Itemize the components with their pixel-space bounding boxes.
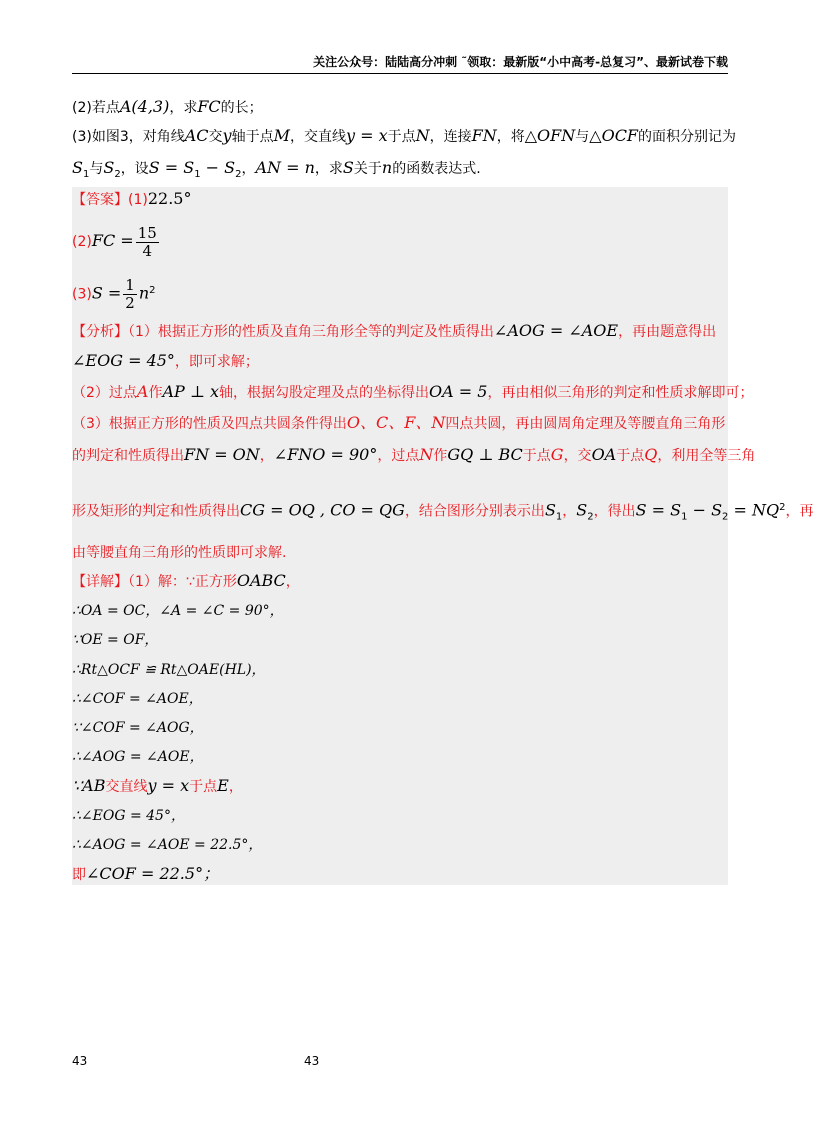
analysis-p3-l3-eq: CG = OQ , CO = QG	[240, 500, 405, 520]
analysis-p3-l3-eq2: S = S	[635, 500, 682, 520]
analysis-p3-l2-Q: Q	[644, 445, 658, 464]
q3-text-i: 的面积分别记为	[638, 129, 737, 145]
q2-point: A(4,3)	[119, 97, 170, 116]
answer-3-num: 1	[125, 276, 135, 295]
q3-l2-c: ，	[241, 161, 256, 177]
question-2	[72, 96, 263, 119]
answer-1-prefix: (1)	[128, 192, 148, 208]
detail-line-1: ∴OA = OC，∠A = ∠C = 90°，	[72, 603, 284, 619]
q3-text-h: 与	[575, 129, 590, 145]
q3-ac: AC	[184, 126, 209, 145]
analysis-p2-b: 作	[148, 385, 163, 401]
analysis-p3-a: （3）根据正方形的性质及四点共圆条件得出	[72, 416, 347, 432]
answer-3-rhs: n	[138, 283, 150, 303]
analysis-p1-l2-eq: ∠EOG = 45°	[72, 351, 175, 370]
q3-text-a: (3)如图3，对角线	[72, 129, 185, 145]
footer-page-center: 43	[304, 1054, 320, 1068]
analysis-p3-l3-s1: S	[544, 500, 556, 520]
q3-text-e: 于点	[387, 129, 416, 145]
answer-3-exp: 2	[149, 285, 156, 296]
answer-1-value: 22.5°	[147, 189, 192, 208]
analysis-p3-l2-eq2: ∠FNO = 90°	[273, 445, 378, 464]
q3-m: M	[273, 126, 290, 145]
analysis-p3-l2-eq1: FN = ON	[184, 445, 260, 464]
q3-text-f: ，连接	[429, 129, 472, 145]
analysis-p1-eq: ∠AOG = ∠AOE	[493, 321, 619, 340]
analysis-p3-b: 四点共圆，再由圆周角定理及等腰直角三角形	[445, 416, 726, 432]
analysis-p2-A: A	[136, 382, 149, 401]
answer-3-fraction	[123, 277, 137, 312]
detail-line-2: ∵OE = OF，	[72, 632, 159, 648]
answer-2-lhs: FC =	[91, 231, 134, 250]
q3-l2-eq: S = S	[148, 158, 195, 177]
detail-d7-a: ∵AB	[72, 776, 106, 795]
analysis-p3-l3-m: − S	[687, 500, 723, 520]
q3-l2-minus: − S	[200, 158, 236, 177]
q3-y: y	[222, 126, 232, 145]
answer-2-den: 4	[142, 241, 152, 260]
page-header: 关注公众号：陆陆高分冲刺 ˜领取：最新版“小中高考-总复习”、最新试卷下载	[313, 55, 728, 69]
q3-l2-a: 与	[89, 161, 104, 177]
analysis-p3-l2-f: ，交	[563, 448, 592, 464]
detail-line-8: ∴∠EOG = 45°，	[72, 808, 185, 824]
question-3-line-1	[72, 125, 736, 148]
analysis-p3-l2-h: ，利用全等三角	[657, 448, 756, 464]
analysis-p3-line1	[72, 412, 725, 435]
analysis-p3-l2-c: ，过点	[377, 448, 420, 464]
q3-l2-d: ，求	[314, 161, 343, 177]
analysis-p3-l3-e: ，再	[785, 503, 814, 520]
detail-d7-e: E	[217, 776, 229, 795]
analysis-p3-l2-d: 作	[433, 448, 448, 464]
answer-2	[72, 222, 161, 261]
detail-d10-a: 即	[72, 867, 86, 883]
q3-l2-e: 关于	[353, 161, 382, 177]
analysis-p2-perp: AP ⊥ x	[162, 382, 220, 401]
analysis-p3-l3-a: 形及矩形的判定和性质得出	[72, 503, 240, 520]
q2-mid: ，求	[169, 100, 198, 116]
analysis-p2-c: 轴，根据勾股定理及点的坐标得出	[219, 385, 430, 401]
q2-suffix: 的长；	[220, 100, 263, 116]
answer-3-den: 2	[125, 294, 135, 313]
analysis-p3-l3-d: ，得出	[593, 503, 636, 520]
answer-label: 【答案】	[72, 192, 128, 208]
analysis-p1-line2	[72, 350, 259, 373]
detail-line-9: ∴∠AOG = ∠AOE = 22.5°，	[72, 837, 263, 853]
detail-line-10	[72, 863, 219, 886]
answer-2-num: 15	[137, 223, 157, 242]
analysis-p3-line3: 形及矩形的判定和性质得出CG = OQ , CO = QG，结合图形分别表示出$S_1$，$S_2$，得出$S = S_1 - S_2 = NQ^2$，再	[72, 500, 814, 523]
answer-3-prefix: (3)	[72, 286, 92, 303]
detail-d10-b: ∠COF = 22.5°；	[86, 864, 220, 883]
q3-l2-s: S	[342, 158, 354, 177]
analysis-p3-l3-eq3: = NQ	[728, 500, 780, 520]
analysis-p3-l3-b: ，结合图形分别表示出	[404, 503, 545, 520]
q3-text-d: ，交直线	[289, 129, 346, 145]
q3-text-b: 交	[208, 129, 223, 145]
q3-l2-b: ，设	[120, 161, 149, 177]
detail-d7-d: 于点	[189, 779, 218, 795]
q3-line: y = x	[345, 126, 388, 145]
analysis-p3-l2-g: 于点	[616, 448, 645, 464]
q3-fn: FN	[471, 126, 497, 145]
detail-line-0	[72, 570, 300, 593]
answer-2-prefix: (2)	[72, 234, 92, 250]
detail-d7-b: 交直线	[105, 779, 148, 795]
q3-s1: S	[72, 158, 83, 177]
detail-d0-a: （1）解：∵正方形	[128, 574, 237, 590]
detail-line-7	[72, 775, 243, 798]
q2-seg: FC	[197, 97, 221, 116]
detail-d0-sq: OABC	[236, 571, 286, 590]
detail-d0-b: ，	[285, 574, 300, 590]
q2-prefix: (2)若点	[72, 100, 120, 116]
analysis-p3-l2-a: 的判定和性质得出	[72, 448, 184, 464]
analysis-p3-l2-perp: GQ ⊥ BC	[447, 445, 523, 464]
analysis-p3-l2-OA: OA	[591, 445, 617, 464]
analysis-p1-l2-b: ，即可求解；	[174, 354, 259, 370]
q3-text-c: 轴于点	[231, 129, 274, 145]
analysis-p1-b: ，再由题意得出	[618, 324, 717, 340]
footer-page-left: 43	[72, 1054, 88, 1068]
analysis-p2-eq: OA = 5	[429, 382, 488, 401]
detail-d7-f: ，	[228, 779, 243, 795]
detail-line-3: ∴Rt△OCF ≌ Rt△OAE(HL)，	[72, 662, 266, 678]
q3-tri1: △OFN	[524, 126, 576, 145]
detail-line-4: ∴∠COF = ∠AOE，	[72, 691, 203, 707]
analysis-p3-l4: 由等腰直角三角形的性质即可求解.	[72, 545, 287, 561]
answer-2-fraction	[136, 225, 159, 260]
analysis-p3-l2-b: ，	[259, 448, 274, 464]
analysis-p3-l2-e: 于点	[522, 448, 551, 464]
detail-line-5: ∵∠COF = ∠AOG，	[72, 720, 204, 736]
analysis-p2-d: ，再由相似三角形的判定和性质求解即可；	[487, 385, 754, 401]
q3-l2-f: 的函数表达式.	[392, 161, 481, 177]
answer-3	[72, 272, 156, 314]
analysis-p1-a: （1）根据正方形的性质及直角三角形全等的判定及性质得出	[128, 324, 494, 340]
analysis-p3-l3-c: ，	[562, 503, 577, 520]
analysis-p3-line2	[72, 444, 755, 467]
q3-text-g: ，将	[496, 129, 525, 145]
analysis-p3-line4	[72, 542, 286, 564]
analysis-p2-a: （2）过点	[72, 385, 137, 401]
q3-l2-an: AN = n	[255, 158, 315, 177]
answer-1	[72, 188, 191, 211]
analysis-p3-l2-N: N	[419, 445, 434, 464]
q3-n: N	[415, 126, 430, 145]
analysis-p2	[72, 381, 753, 404]
analysis-p3-l2-G: G	[550, 445, 564, 464]
answer-3-lhs: S =	[91, 283, 122, 303]
analysis-p3-pts: O、C、F、N	[346, 413, 446, 432]
header-rule	[72, 73, 728, 74]
analysis-label: 【分析】	[72, 324, 128, 340]
analysis-p1-line1	[72, 320, 716, 343]
q3-l2-n: n	[381, 158, 393, 177]
detail-line-6: ∴∠AOG = ∠AOE，	[72, 749, 204, 765]
q3-tri2: △OCF	[589, 126, 639, 145]
analysis-p3-l3-s2: S	[576, 500, 588, 520]
detail-d7-c: y = x	[147, 776, 190, 795]
question-3-line-2: $S_1$与$S_2$，设$S = S_1 - S_2$，AN = n，求S关于n的函数表达式.	[72, 158, 481, 180]
detail-label: 【详解】	[72, 574, 128, 590]
